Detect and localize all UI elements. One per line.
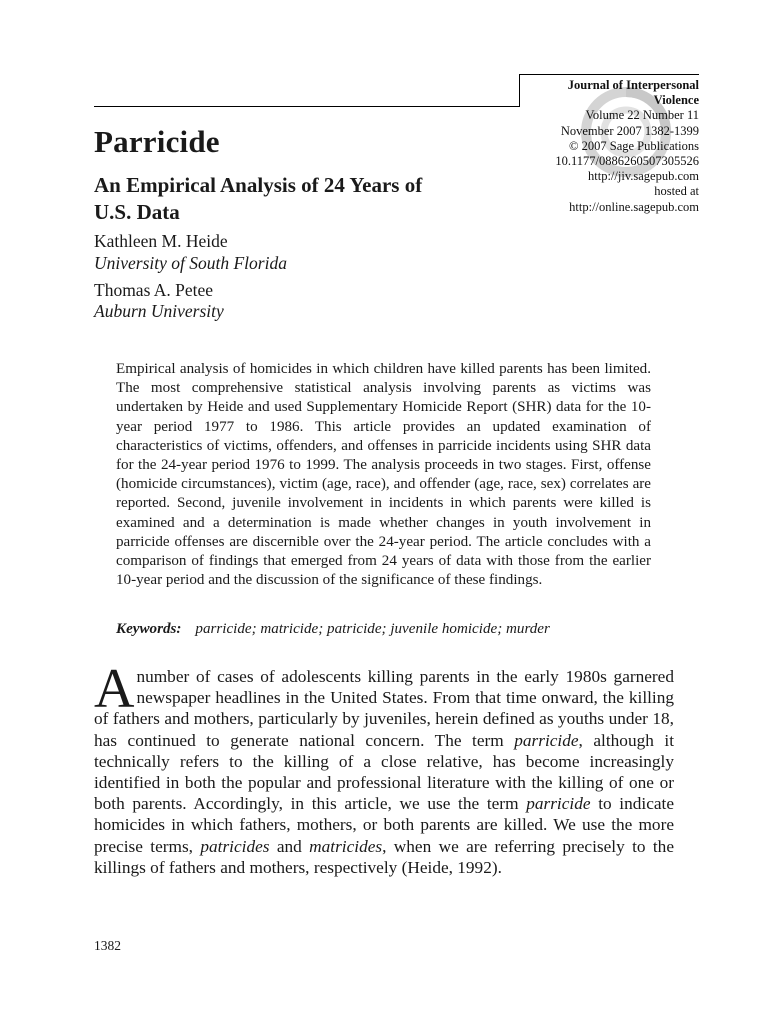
header-rule-top [519, 74, 699, 75]
journal-hosted-at: hosted at [654, 184, 699, 199]
drop-cap: A [94, 658, 135, 720]
journal-date-pages: November 2007 1382-1399 [560, 123, 699, 138]
article-subtitle: An Empirical Analysis of 24 Years of U.S. Data [94, 173, 423, 224]
journal-info [520, 78, 699, 215]
header-rule [94, 106, 520, 107]
body-text: to indicate homicides in which fathers, mothers, or both parents are killed. We use the more precise terms, [94, 794, 675, 856]
journal-title: Journal of Interpersonal Violence [567, 78, 699, 108]
emphasis-term: patricides [200, 836, 270, 856]
body-paragraph [94, 658, 675, 878]
author-affiliation: Auburn University [94, 301, 224, 321]
body-text: , although it technically refers to the killing of a close relative, has become increasingly identified in both the popular and professional literature with the killing of one or both parents. Accordingly, in this article, we use the term [94, 730, 674, 814]
body-text: , when we are referring precisely to the killings of fathers and mothers, respectively (Heide, 1992). [94, 836, 674, 877]
article-title: Parricide [94, 124, 220, 159]
emphasis-term: parricide [514, 730, 579, 750]
body-text: and [269, 836, 310, 856]
author-name: Kathleen M. Heide [94, 231, 228, 251]
keywords-label: Keywords: [116, 621, 182, 637]
author-affiliation: University of South Florida [94, 253, 287, 273]
keywords-list: parricide; matricide; patricide; juvenile homicide; murder [195, 621, 550, 637]
journal-volume: Volume 22 Number 11 [585, 108, 699, 123]
body-text: number of cases of adolescents killing parents in the early 1980s garnered newspaper headlines in the United States. From that time onward, the killing of fathers and mothers, particularly by juveniles, herein defined as youths under 18, has continued to generate national concern. The term [94, 667, 674, 750]
emphasis-term: parricide [526, 794, 591, 814]
journal-host-url[interactable]: http://online.sagepub.com [569, 199, 699, 214]
emphasis-term: matricides [309, 836, 383, 856]
keywords-line [116, 621, 676, 638]
page-number: 1382 [94, 938, 121, 953]
journal-url[interactable]: http://jiv.sagepub.com [588, 169, 699, 184]
abstract: Empirical analysis of homicides in which children have killed parents has been limited. The most comprehensive statistical analysis involving parents as victims was undertaken by Heide and used Supplementary Homicide Report (SHR) data for the 10-year period 1977 to 1986. This article provides an updated examination of characteristics of victims, offenders, and offenses in parricide incidents using SHR data for the 24-year period 1976 to 1999. The analysis proceeds in two stages. First, offense (homicide circumstances), victim (age, race), and offender (age, race, sex) correlates are reported. Second, juvenile involvement in incidents in which parents were killed is examined and a determination is made whether changes in youth involvement in parricide offenses are discernible over the 24-year period. The article concludes with a comparison of findings that emerged from 24 years of data with those from the earlier 10-year period and the discussion of the significance of these findings. [116, 361, 651, 589]
journal-doi: 10.1177/0886260507305526 [555, 154, 699, 169]
journal-copyright: © 2007 Sage Publications [569, 138, 699, 153]
author-name: Thomas A. Petee [94, 280, 214, 300]
